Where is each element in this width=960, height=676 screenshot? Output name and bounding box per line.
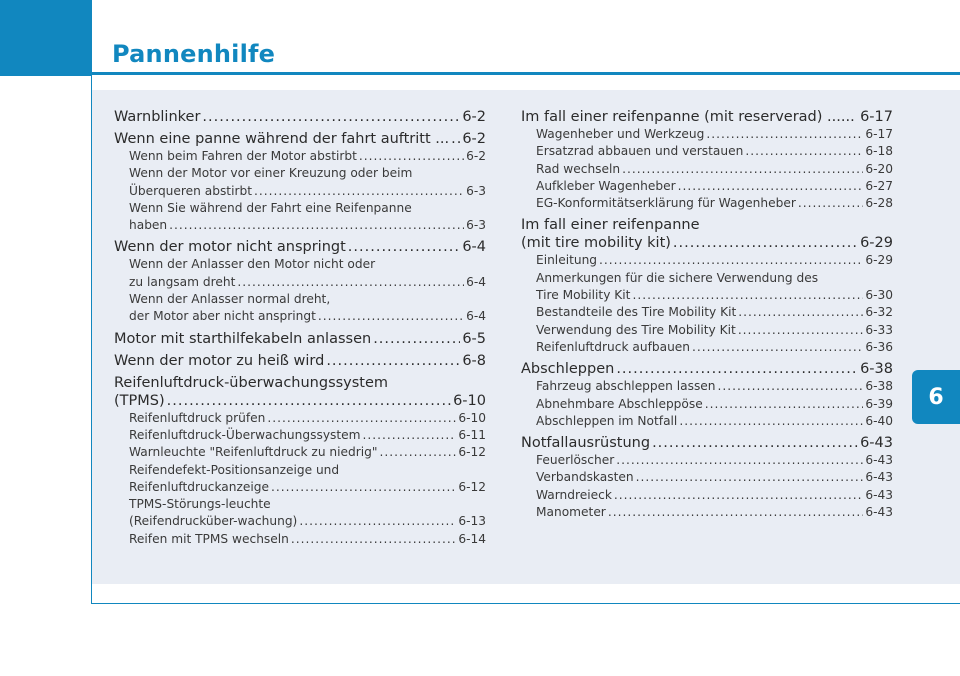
toc-page-number: 6-28 — [865, 196, 893, 211]
toc-entry-title: der Motor aber nicht anspringt — [129, 309, 316, 324]
toc-section-entry[interactable] — [521, 504, 893, 521]
toc-leader-dots — [202, 108, 460, 126]
toc-leader-dots — [451, 130, 460, 148]
toc-section-entry[interactable] — [521, 252, 893, 269]
toc-leader-dots — [857, 108, 858, 126]
chapter-tab[interactable]: 6 — [912, 370, 960, 424]
toc-section-entry[interactable] — [114, 410, 486, 427]
toc-leader-dots — [678, 178, 864, 195]
toc-section-entry[interactable] — [521, 126, 893, 143]
toc-page-number: 6-5 — [462, 330, 486, 347]
toc-section-entry[interactable] — [521, 487, 893, 504]
toc-page-number: 6-8 — [462, 352, 486, 369]
toc-entry-title: Verwendung des Tire Mobility Kit — [536, 322, 736, 337]
toc-column-left — [114, 104, 486, 548]
toc-section-entry[interactable] — [521, 161, 893, 178]
toc-page-number: 6-32 — [865, 305, 893, 320]
toc-page-number: 6-20 — [865, 161, 893, 176]
toc-page-number: 6-38 — [860, 361, 893, 378]
toc-column-right — [521, 104, 893, 521]
toc-section-entry[interactable] — [521, 413, 893, 430]
title-underline — [92, 72, 960, 75]
toc-page-number: 6-14 — [458, 531, 486, 546]
toc-entry-title: Reifenluftdruck-Überwachungssystem — [129, 427, 361, 442]
toc-entry-title: haben — [129, 218, 168, 233]
toc-leader-dots — [652, 434, 858, 452]
toc-page-number: 6-33 — [865, 322, 893, 337]
toc-entry-title: Überqueren abstirbt — [129, 183, 252, 198]
toc-leader-dots — [705, 396, 864, 413]
toc-leader-dots — [169, 217, 464, 234]
toc-section-entry[interactable] — [114, 165, 486, 200]
toc-entry-title: Wenn eine panne während der fahrt auftritt ... — [114, 131, 450, 147]
toc-leader-dots — [167, 392, 451, 410]
toc-leader-dots — [237, 274, 464, 291]
toc-leader-dots — [271, 479, 456, 496]
toc-leader-dots — [616, 452, 863, 469]
toc-leader-dots — [267, 410, 456, 427]
toc-entry-title: Wenn der motor zu heiß wird — [114, 352, 325, 369]
toc-page-number: 6-13 — [458, 514, 486, 529]
toc-entry-title: Abschleppen im Notfall — [536, 413, 678, 428]
toc-entry-title: Einleitung — [536, 253, 598, 268]
toc-entry-title: Manometer — [536, 505, 606, 520]
toc-leader-dots — [614, 487, 863, 504]
toc-section-entry[interactable] — [521, 304, 893, 321]
toc-entry-title: Fahrzeug abschleppen lassen — [536, 379, 716, 394]
toc-section-entry[interactable] — [521, 270, 893, 305]
toc-section-entry[interactable] — [521, 178, 893, 195]
toc-section-entry[interactable] — [114, 462, 486, 497]
toc-page-number: 6-40 — [865, 413, 893, 428]
toc-leader-dots — [608, 504, 864, 521]
toc-leader-dots — [373, 330, 460, 348]
toc-leader-dots — [692, 339, 863, 356]
toc-section-entry[interactable] — [114, 444, 486, 461]
toc-page-number: 6-39 — [865, 396, 893, 411]
toc-entry-title: (TPMS) — [114, 392, 165, 409]
toc-section-entry[interactable] — [114, 200, 486, 235]
toc-section-entry[interactable] — [521, 322, 893, 339]
toc-entry-title: Abnehmbare Abschleppöse — [536, 396, 703, 411]
toc-leader-dots — [745, 143, 863, 160]
toc-entry-title-line: Wenn Sie während der Fahrt eine Reifenpanne — [129, 200, 412, 215]
toc-leader-dots — [599, 252, 863, 269]
toc-entry-title: Reifen mit TPMS wechseln — [129, 531, 289, 546]
toc-entry-title: Abschleppen — [521, 361, 615, 378]
toc-page-number: 6-29 — [865, 253, 893, 268]
toc-leader-dots — [636, 469, 864, 486]
toc-section-entry[interactable] — [114, 427, 486, 444]
toc-section-entry[interactable] — [521, 339, 893, 356]
toc-entry-title: Motor mit starthilfekabeln anlassen — [114, 330, 372, 347]
toc-page-number: 6-36 — [865, 339, 893, 354]
toc-entry-title-line: Reifendefekt-Positionsanzeige und — [129, 462, 340, 477]
toc-page-number: 6-17 — [865, 127, 893, 141]
toc-leader-dots — [718, 378, 864, 395]
toc-entry-title: Reifenluftdruck prüfen — [129, 410, 266, 425]
toc-page-number: 6-18 — [865, 144, 893, 159]
toc-entry-title: (Reifendrucküber-wachung) — [129, 514, 298, 529]
header-corner-block — [0, 0, 92, 76]
toc-entry-title: Notfallausrüstung — [521, 435, 651, 452]
toc-leader-dots — [616, 360, 858, 378]
toc-chapter-entry[interactable] — [114, 238, 486, 256]
toc-page-number: 6-12 — [458, 479, 486, 494]
toc-entry-title-line: Anmerkungen für die sichere Verwendung des — [536, 270, 819, 285]
toc-chapter-entry[interactable] — [521, 360, 893, 378]
toc-chapter-entry[interactable] — [114, 108, 486, 126]
toc-entry-title: Wagenheber und Werkzeug — [536, 127, 705, 141]
toc-section-entry[interactable] — [521, 396, 893, 413]
toc-section-entry[interactable] — [114, 531, 486, 548]
toc-entry-title: Tire Mobility Kit — [536, 288, 631, 303]
toc-chapter-entry[interactable] — [114, 374, 486, 410]
toc-page-number: 6-30 — [865, 288, 893, 303]
toc-entry-title: Wenn beim Fahren der Motor abstirbt — [129, 149, 357, 163]
toc-page-number: 6-2 — [462, 109, 486, 125]
toc-leader-dots — [326, 352, 460, 370]
toc-entry-title: (mit tire mobility kit) — [521, 235, 671, 252]
toc-page-number: 6-27 — [865, 178, 893, 193]
toc-entry-title: Feuerlöscher — [536, 453, 615, 468]
toc-section-entry[interactable] — [521, 195, 893, 212]
toc-entry-title: Warnleuchte "Reifenluftdruck zu niedrig" — [129, 445, 378, 460]
page-title: Pannenhilfe — [112, 40, 276, 68]
toc-section-entry[interactable] — [521, 378, 893, 395]
toc-section-entry[interactable] — [521, 469, 893, 486]
toc-page-number: 6-43 — [865, 453, 893, 468]
toc-entry-title: Bestandteile des Tire Mobility Kit — [536, 305, 737, 320]
toc-entry-title: Warnblinker — [114, 109, 201, 125]
toc-entry-title: Warndreieck — [536, 487, 612, 502]
toc-page-number: 6-43 — [865, 470, 893, 485]
toc-leader-dots — [254, 183, 464, 200]
toc-chapter-entry[interactable] — [521, 434, 893, 452]
toc-chapter-entry[interactable] — [114, 352, 486, 370]
toc-entry-title-line: TPMS-Störungs-leuchte — [129, 497, 271, 512]
toc-page-number: 6-11 — [458, 427, 486, 442]
toc-page-number: 6-3 — [466, 183, 486, 198]
toc-leader-dots — [363, 427, 457, 444]
toc-section-entry[interactable] — [521, 143, 893, 160]
toc-section-entry[interactable] — [114, 148, 486, 165]
toc-entry-title-line: Wenn der Anlasser normal dreht, — [129, 292, 331, 307]
toc-leader-dots — [798, 195, 863, 212]
footer-divider — [92, 603, 960, 604]
toc-entry-title: Rad wechseln — [536, 161, 621, 176]
toc-page-number: 6-10 — [458, 410, 486, 425]
toc-entry-title: Ersatzrad abbauen und verstauen — [536, 144, 744, 159]
toc-section-entry[interactable] — [521, 452, 893, 469]
toc-leader-dots — [706, 126, 863, 143]
toc-entry-title-line: Reifenluftdruck-überwachungssystem — [114, 374, 389, 391]
toc-entry-title-line: Wenn der Motor vor einer Kreuzung oder beim — [129, 166, 413, 181]
toc-page-number: 6-2 — [462, 131, 486, 147]
toc-page-number: 6-12 — [458, 445, 486, 460]
toc-leader-dots — [622, 161, 863, 178]
toc-page-number: 6-3 — [466, 218, 486, 233]
toc-section-entry[interactable] — [114, 256, 486, 291]
toc-leader-dots — [348, 238, 461, 256]
toc-leader-dots — [299, 513, 456, 530]
toc-leader-dots — [318, 308, 464, 325]
toc-page-number: 6-10 — [453, 392, 486, 409]
toc-leader-dots — [380, 444, 457, 461]
toc-page-number: 6-4 — [466, 309, 486, 324]
toc-page-number: 6-4 — [462, 239, 486, 256]
toc-chapter-entry[interactable] — [114, 330, 486, 348]
toc-section-entry[interactable] — [114, 496, 486, 531]
toc-page-number: 6-29 — [860, 235, 893, 252]
toc-section-entry[interactable] — [114, 291, 486, 326]
toc-entry-title-line: Wenn der Anlasser den Motor nicht oder — [129, 257, 376, 272]
toc-page-number: 6-2 — [466, 149, 486, 163]
toc-page-number: 6-43 — [865, 505, 893, 520]
toc-entry-title: EG-Konformitätserklärung für Wagenheber — [536, 196, 796, 211]
toc-chapter-entry[interactable] — [114, 130, 486, 148]
toc-leader-dots — [632, 287, 863, 304]
toc-leader-dots — [359, 148, 464, 165]
toc-page-number: 6-43 — [860, 435, 893, 452]
toc-page-number: 6-38 — [865, 379, 893, 394]
toc-entry-title: Reifenluftdruckanzeige — [129, 479, 270, 494]
toc-entry-title: Im fall einer reifenpanne (mit reserverad) ...... — [521, 109, 855, 125]
toc-entry-title-line: Im fall einer reifenpanne — [521, 217, 700, 234]
toc-leader-dots — [673, 234, 858, 252]
toc-leader-dots — [738, 304, 863, 321]
toc-entry-title: Verbandskasten — [536, 470, 634, 485]
toc-page-number: 6-4 — [466, 274, 486, 289]
toc-entry-title: Wenn der motor nicht anspringt — [114, 239, 346, 256]
toc-page-number: 6-43 — [865, 487, 893, 502]
toc-chapter-entry[interactable] — [521, 216, 893, 252]
toc-page-number: 6-17 — [860, 109, 893, 125]
toc-entry-title: Reifenluftdruck aufbauen — [536, 339, 691, 354]
toc-chapter-entry[interactable] — [521, 108, 893, 126]
toc-leader-dots — [291, 531, 456, 548]
toc-entry-title: Aufkleber Wagenheber — [536, 178, 676, 193]
toc-entry-title: zu langsam dreht — [129, 274, 236, 289]
toc-leader-dots — [738, 322, 864, 339]
toc-leader-dots — [679, 413, 863, 430]
